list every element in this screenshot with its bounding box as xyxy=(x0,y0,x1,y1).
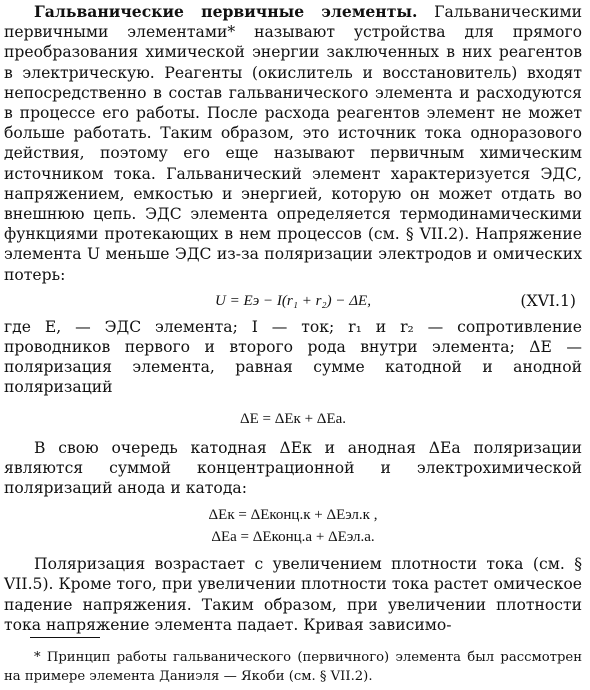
equation-number: (XVI.1) xyxy=(520,291,576,310)
footnote-divider xyxy=(30,637,100,638)
formula-3-line-1: ΔEк = ΔEконц.к + ΔEэл.к , xyxy=(208,507,378,524)
paragraph-1 xyxy=(4,2,582,285)
paragraph-4: Поляризация возрастает с увеличением плотности тока (см. § VII.5). Кроме того, при увеличении плотности тока растет омическое падение напряжения. Таким образом, при увеличении плотности тока напряжение элемента падает. Кривая зависимо- xyxy=(4,555,582,634)
formula-2: ΔE = ΔEк + ΔEа. xyxy=(239,410,347,427)
paragraph-2: где E, — ЭДС элемента; I — ток; r₁ и r₂ — сопротивление проводников первого и второго рода внутри элемента; ΔE — поляризация элемента, равная сумме катодной и анодной поляризаций xyxy=(4,317,582,397)
formula-3-line-2: ΔEа = ΔEконц.а + ΔEэл.а. xyxy=(211,529,375,546)
page-text xyxy=(4,2,582,635)
footnote-text: * Принцип работы гальванического (первичного) элемента был рассмотрен на примере элемента Даниэля — Якоби (см. § VII.2). xyxy=(4,650,582,684)
paragraph-1-text: Гальваническими первичными элементами* называют устройства для прямого преобразования химической энергии заключенных в них реагентов в электрическую. Реагенты (окислитель и восстановитель) входят непосредственно в состав гальванического элемента и расходуются в процессе его работы. После расхода реагентов элемент не может больше работать. Таким образом, это источник тока одноразового действия, поэтому его еще называют первичным химическим источником тока. Гальванический элемент характеризуется ЭДС, напряжением, емкостью и энергией, которую он может отдать во внешнюю цепь. ЭДС элемента определяется термодинамическими функциями протекающих в нем процессов (см. § VII.2). Напряжение элемента U меньше ЭДС из-за поляризации электродов и омических потерь: xyxy=(4,3,582,284)
section-title: Гальванические первичные элементы. xyxy=(34,2,418,21)
formula-3 xyxy=(4,504,582,548)
formula-1-expression: U = Eэ − I(r₁ + r₂) − ΔE, xyxy=(215,292,371,309)
footnote xyxy=(4,648,582,686)
paragraph-3: В свою очередь катодная ΔEк и анодная ΔEа поляризации являются суммой концентрационной и электрохимической поляризаций анода и катода: xyxy=(4,438,582,498)
formula-1 xyxy=(4,287,582,315)
